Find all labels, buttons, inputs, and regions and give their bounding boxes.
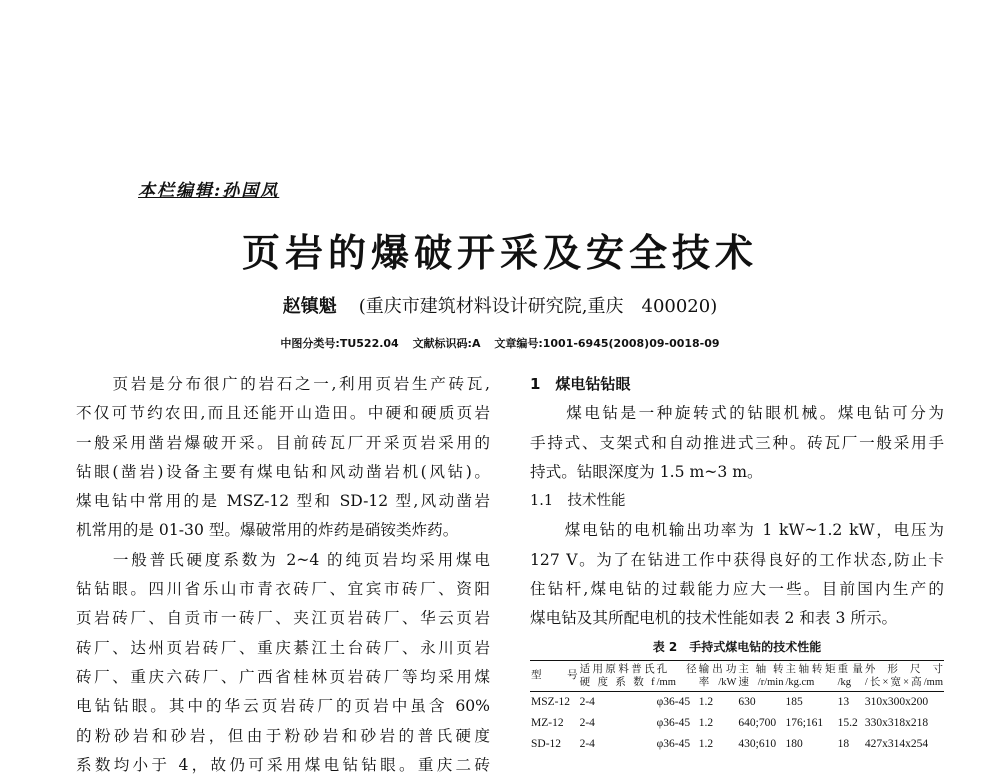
table-cell: 2-4 (579, 716, 595, 729)
body-line: 住钻杆,煤电钻的过载能力应大一些。目前国内生产的 (530, 580, 944, 599)
classification-line (0, 335, 1000, 351)
body-line: 不仅可节约农田,而且还能开山造田。中硬和硬质页岩 (76, 404, 490, 423)
table-cell: MZ-12 (531, 716, 564, 729)
table-caption: 表 2 手持式煤电钻的技术性能 (652, 639, 822, 654)
author-line (0, 292, 1000, 318)
table-cell: φ36-45 (656, 716, 691, 729)
table-cell: φ36-45 (656, 695, 691, 708)
technical-table (530, 660, 944, 755)
body-line: 持式。钻眼深度为 1.5 m~3 m。 (530, 462, 763, 481)
author-affiliation: (重庆市建筑材料设计研究院,重庆 400020) (358, 296, 718, 317)
body-line: 127 V。为了在钻进工作中获得良好的工作状态,防止卡 (530, 550, 944, 569)
body-line: 钻眼(凿岩)设备主要有煤电钻和风动凿岩机(风钻)。 (76, 462, 490, 481)
table-cell: 630 (738, 695, 756, 708)
classification-number: 中图分类号:TU522.04 (280, 337, 399, 350)
table-header-row (530, 660, 944, 691)
body-line: 一般采用凿岩爆破开采。目前砖瓦厂开采页岩采用的 (76, 433, 490, 452)
header-power: 输出功 率/kW (698, 660, 738, 691)
body-line: 页岩砖厂、自贡市一砖厂、夹江页岩砖厂、华云页岩 (76, 609, 490, 628)
table-cell: φ36-45 (656, 737, 691, 750)
table-cell: SD-12 (531, 737, 562, 750)
header-dimensions: 外形尺寸 /长×宽×高/mm (864, 660, 944, 691)
header-model: 型 号 (530, 660, 579, 691)
table-row (530, 691, 944, 713)
body-line: 页岩是分布很广的岩石之一,利用页岩生产砖瓦, (76, 375, 490, 393)
table-cell: 1.2 (698, 695, 714, 708)
author-name: 赵镇魁 (282, 296, 337, 317)
body-line: 机常用的是 01-30 型。爆破常用的炸药是硝铵类炸药。 (76, 521, 459, 540)
table-cell: 180 (785, 737, 803, 750)
table-cell: 427x314x254 (864, 737, 929, 750)
body-line: 的粉砂岩和砂岩，但由于粉砂岩和砂岩的普氏硬度 (76, 726, 490, 745)
table-cell: 2-4 (579, 737, 595, 750)
body-line: 煤电钻及其所配电机的技术性能如表 2 和表 3 所示。 (530, 609, 898, 628)
body-line: 电钻钻眼。其中的华云页岩砖厂的页岩中虽含 60% (76, 697, 490, 716)
article-title: 页岩的爆破开采及安全技术 (241, 231, 758, 275)
article-number: 文章编号:1001-6945(2008)09-0018-09 (494, 337, 720, 350)
table-cell: 15.2 (837, 716, 858, 729)
body-line: 钻钻眼。四川省乐山市青衣砖厂、宜宾市砖厂、资阳 (76, 580, 490, 599)
table-cell: 330x318x218 (864, 716, 929, 729)
header-hardness: 适用原料普氏 硬度系数f (579, 660, 656, 691)
section-heading: 1 煤电钻钻眼 (530, 375, 631, 393)
body-line: 砖厂、重庆六砖厂、广西省桂林页岩砖厂等均采用煤 (76, 667, 490, 686)
table-row (530, 734, 944, 755)
body-line: 手持式、支架式和自动推进式三种。砖瓦厂一般采用手 (530, 433, 944, 452)
header-bore: 孔径 /mm (656, 660, 698, 691)
subsection-heading: 1.1 技术性能 (530, 493, 626, 510)
header-torque: 主轴转矩 /kg.cm (784, 660, 836, 691)
table-cell: 310x300x200 (864, 695, 929, 708)
table-cell: 1.2 (698, 737, 714, 750)
header-weight: 重量 /kg (837, 660, 864, 691)
table-cell: 430;610 (738, 737, 777, 750)
table-cell: 13 (837, 695, 850, 708)
table-cell: 176;161 (785, 716, 824, 729)
table-cell: MSZ-12 (531, 695, 570, 708)
document-code: 文献标识码:A (412, 337, 481, 350)
table-cell: 185 (785, 695, 803, 708)
editor-credit: 本栏编辑:孙国凤 (138, 181, 280, 201)
table-row (530, 713, 944, 734)
header-speed: 主轴转 速/r/min (737, 660, 784, 691)
table-cell: 2-4 (579, 695, 595, 708)
table-cell: 1.2 (698, 716, 714, 729)
body-line: 煤电钻的电机输出功率为 1 kW~1.2 kW，电压为 (530, 521, 944, 540)
body-line: 煤电钻是一种旋转式的钻眼机械。煤电钻可分为 (530, 404, 944, 423)
body-line: 砖厂、达州页岩砖厂、重庆綦江土台砖厂、永川页岩 (76, 638, 490, 657)
body-line: 一般普氏硬度系数为 2~4 的纯页岩均采用煤电 (76, 550, 490, 569)
right-column (530, 370, 944, 755)
body-line: 系数均小于 4，故仍可采用煤电钻钻眼。重庆二砖 (76, 755, 490, 774)
left-column (76, 370, 490, 780)
table-cell: 640;700 (738, 716, 777, 729)
table-cell: 18 (837, 737, 850, 750)
body-line: 煤电钻中常用的是 MSZ-12 型和 SD-12 型,风动凿岩 (76, 492, 490, 511)
